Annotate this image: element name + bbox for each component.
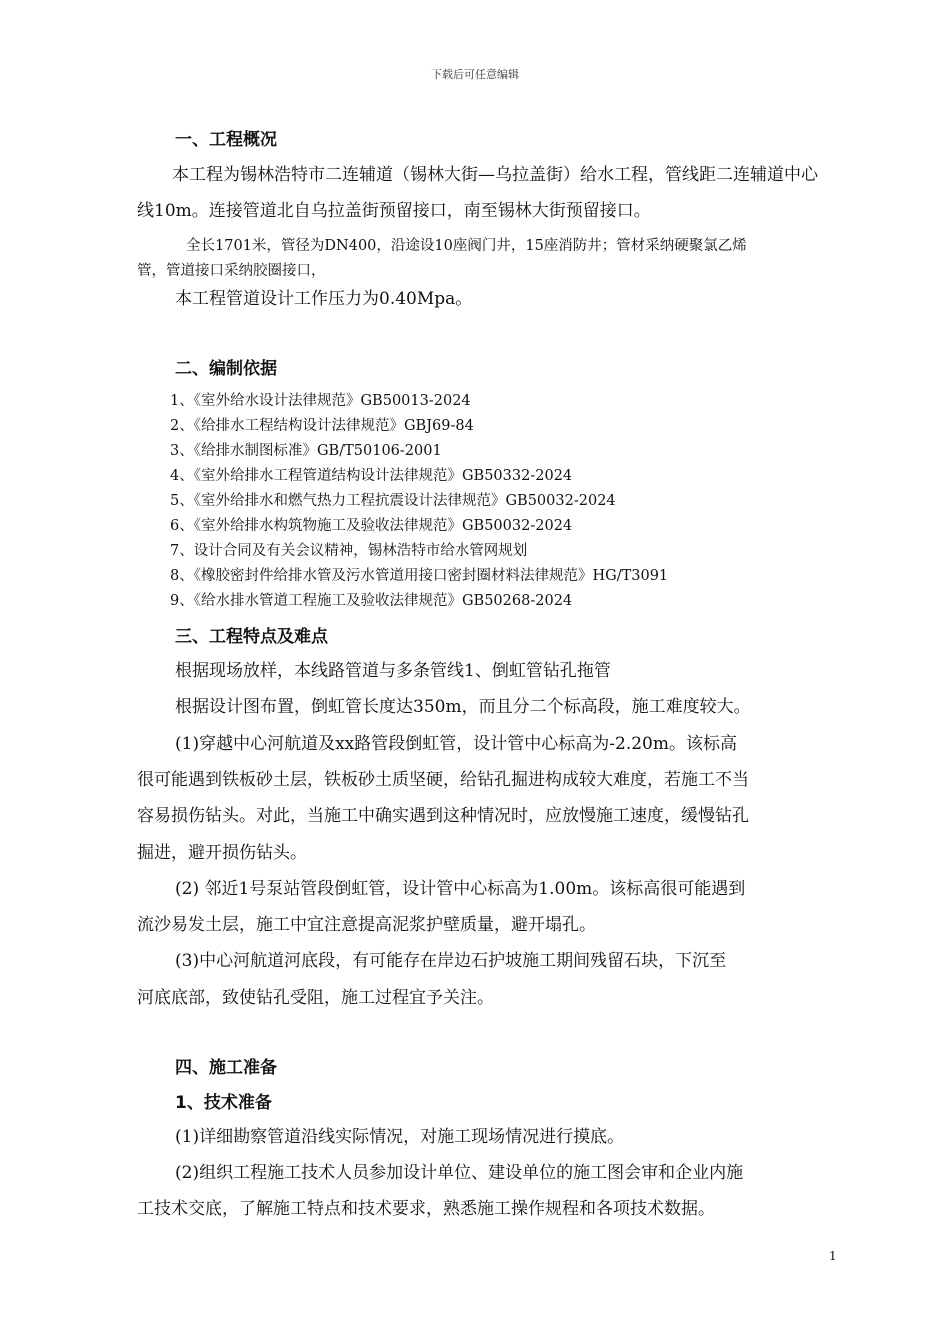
section-1-title: 一、工程概况 — [175, 130, 277, 150]
reference-item: 6、《室外给排水构筑物施工及验收法律规范》GB50032-2024 — [170, 518, 573, 534]
section-3-item-1-line-3: 容易损伤钻头。对此，当施工中确实遇到这种情况时，应放慢施工速度，缓慢钻孔 — [137, 806, 749, 826]
section-3-item-3-line-2: 河底底部，致使钻孔受阻，施工过程宜予关注。 — [137, 988, 494, 1008]
section-1-line-1: 本工程为锡林浩特市二连辅道（锡林大街—乌拉盖街）给水工程，管线距二连辅道中心 — [172, 165, 818, 185]
section-1-line-4: 管，管道接口采纳胶圈接口， — [137, 263, 326, 279]
section-3-item-1-line-4: 掘进，避开损伤钻头。 — [137, 843, 307, 863]
reference-item: 3、《给排水制图标准》GB/T50106-2001 — [170, 443, 442, 459]
reference-item: 2、《给排水工程结构设计法律规范》GBJ69-84 — [170, 418, 474, 434]
section-3-item-2-line-1: (2) 邻近1号泵站管段倒虹管，设计管中心标高为1.00m。该标高很可能遇到 — [175, 879, 746, 899]
section-3-title: 三、工程特点及难点 — [175, 627, 328, 647]
reference-item: 5、《室外给排水和燃气热力工程抗震设计法律规范》GB50032-2024 — [170, 493, 616, 509]
section-3-item-1-line-2: 很可能遇到铁板砂土层，铁板砂土质坚硬，给钻孔掘进构成较大难度，若施工不当 — [137, 770, 749, 790]
section-4-title: 四、施工准备 — [175, 1058, 277, 1078]
reference-list — [170, 389, 668, 614]
reference-item: 8、《橡胶密封件给排水管及污水管道用接口密封圈材料法律规范》HG/T3091 — [170, 568, 669, 584]
section-4-subtitle: 1、技术准备 — [175, 1093, 272, 1113]
section-3-item-3-line-1: (3)中心河航道河底段，有可能存在岸边石护坡施工期间残留石块，下沉至 — [175, 951, 727, 971]
reference-item: 7、设计合同及有关会议精神，锡林浩特市给水管网规划 — [170, 543, 528, 559]
page-number: 1 — [829, 1249, 837, 1263]
section-3-line-1: 根据现场放样，本线路管道与多条管线1、倒虹管钻孔拖管 — [175, 661, 611, 681]
section-1-line-5: 本工程管道设计工作压力为0.40Mpa。 — [175, 289, 473, 309]
section-3-item-1-line-1: (1)穿越中心河航道及xx路管段倒虹管，设计管中心标高为-2.20m。该标高 — [175, 734, 737, 754]
section-1-line-2: 线10m。连接管道北自乌拉盖街预留接口，南至锡林大街预留接口。 — [137, 201, 651, 221]
section-1-line-3: 全长1701米，管径为DN400，沿途设10座阀门井，15座消防井；管材采纳硬聚氯乙烯 — [186, 238, 747, 254]
section-4-item-2-line-1: (2)组织工程施工技术人员参加设计单位、建设单位的施工图会审和企业内施 — [175, 1163, 744, 1183]
reference-item: 4、《室外给排水工程管道结构设计法律规范》GB50332-2024 — [170, 468, 573, 484]
reference-item: 9、《给水排水管道工程施工及验收法律规范》GB50268-2024 — [170, 593, 573, 609]
section-3-item-2-line-2: 流沙易发土层，施工中宜注意提高泥浆护壁质量，避开塌孔。 — [137, 915, 596, 935]
reference-item: 1、《室外给水设计法律规范》GB50013-2024 — [170, 393, 471, 409]
section-4-item-1: (1)详细勘察管道沿线实际情况，对施工现场情况进行摸底。 — [175, 1127, 625, 1147]
section-3-line-2: 根据设计图布置，倒虹管长度达350m，而且分二个标高段，施工难度较大。 — [175, 697, 751, 717]
section-4-item-2-line-2: 工技术交底，了解施工特点和技术要求，熟悉施工操作规程和各项技术数据。 — [137, 1199, 715, 1219]
page-header-note: 下载后可任意编辑 — [431, 68, 519, 81]
section-2-title: 二、编制依据 — [175, 359, 277, 379]
